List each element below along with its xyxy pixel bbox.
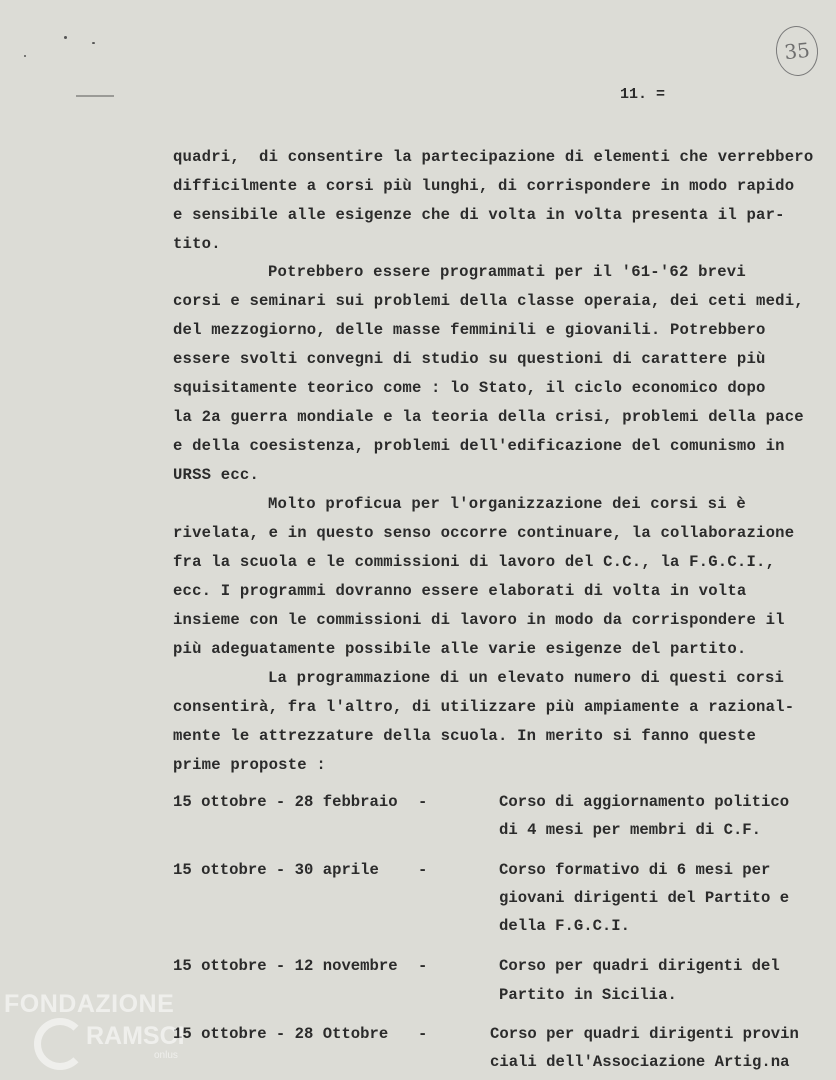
text-line: quadri, di consentire la partecipazione di elementi che verrebbero bbox=[173, 148, 814, 166]
schedule-dash: - bbox=[418, 1025, 428, 1043]
text-line: difficilmente a corsi più lunghi, di corrispondere in modo rapido bbox=[173, 177, 795, 195]
text-line: mente le attrezzature della scuola. In merito si fanno queste bbox=[173, 727, 757, 745]
schedule-dash: - bbox=[418, 861, 428, 879]
schedule-description: di 4 mesi per membri di C.F. bbox=[499, 821, 762, 839]
ink-speck bbox=[64, 36, 67, 39]
text-line: fra la scuola e le commissioni di lavoro del C.C., la F.G.C.I., bbox=[173, 553, 776, 571]
g-logo-icon bbox=[34, 1018, 86, 1070]
ink-speck bbox=[92, 42, 95, 44]
text-line: e sensibile alle esigenze che di volta in volta presenta il par- bbox=[173, 206, 785, 224]
schedule-description: giovani dirigenti del Partito e bbox=[499, 889, 790, 907]
watermark-title: FONDAZIONE bbox=[4, 990, 175, 1018]
schedule-description: Partito in Sicilia. bbox=[499, 986, 677, 1004]
text-line: del mezzogiorno, delle masse femminili e giovanili. Potrebbero bbox=[173, 321, 766, 339]
pencil-page-number: 35 bbox=[774, 24, 821, 78]
schedule-description: Corso per quadri dirigenti provin bbox=[490, 1025, 799, 1043]
text-line: insieme con le commissioni di lavoro in modo da corrispondere il bbox=[173, 611, 785, 629]
schedule-dates: 15 ottobre - 12 novembre bbox=[173, 957, 398, 975]
text-line: rivelata, e in questo senso occorre continuare, la collaborazione bbox=[173, 524, 795, 542]
page-number: 11. = bbox=[620, 86, 666, 103]
schedule-description: della F.G.C.I. bbox=[499, 917, 631, 935]
schedule-description: Corso formativo di 6 mesi per bbox=[499, 861, 771, 879]
schedule-dash: - bbox=[418, 957, 428, 975]
text-line: tito. bbox=[173, 235, 221, 253]
watermark-subtitle: onlus bbox=[154, 1050, 178, 1061]
text-line: URSS ecc. bbox=[173, 466, 260, 484]
text-line: essere svolti convegni di studio su questioni di carattere più bbox=[173, 350, 766, 368]
text-line: corsi e seminari sui problemi della classe operaia, dei ceti medi, bbox=[173, 292, 804, 310]
schedule-description: Corso per quadri dirigenti del bbox=[499, 957, 780, 975]
text-line: la 2a guerra mondiale e la teoria della crisi, problemi della pace bbox=[173, 408, 804, 426]
text-line: prime proposte : bbox=[173, 756, 326, 774]
fondazione-gramsci-watermark bbox=[4, 990, 214, 1075]
schedule-dates: 15 ottobre - 28 febbraio bbox=[173, 793, 398, 811]
text-line: e della coesistenza, problemi dell'edificazione del comunismo in bbox=[173, 437, 785, 455]
text-line: La programmazione di un elevato numero di questi corsi bbox=[268, 669, 785, 687]
watermark-name: RAMSCI bbox=[86, 1022, 185, 1050]
margin-mark bbox=[76, 95, 114, 97]
schedule-dates: 15 ottobre - 28 Ottobre bbox=[173, 1025, 389, 1043]
text-line: Molto proficua per l'organizzazione dei corsi si è bbox=[268, 495, 746, 513]
text-line: ecc. I programmi dovranno essere elaborati di volta in volta bbox=[173, 582, 747, 600]
schedule-dates: 15 ottobre - 30 aprile bbox=[173, 861, 379, 879]
text-line: Potrebbero essere programmati per il '61-'62 brevi bbox=[268, 263, 746, 281]
text-line: consentirà, fra l'altro, di utilizzare più ampiamente a razional- bbox=[173, 698, 795, 716]
schedule-dash: - bbox=[418, 793, 428, 811]
text-line: più adeguatamente possibile alle varie esigenze del partito. bbox=[173, 640, 747, 658]
schedule-description: ciali dell'Associazione Artig.na bbox=[490, 1053, 790, 1071]
schedule-description: Corso di aggiornamento politico bbox=[499, 793, 790, 811]
text-line: squisitamente teorico come : lo Stato, il ciclo economico dopo bbox=[173, 379, 766, 397]
ink-speck bbox=[24, 55, 26, 57]
